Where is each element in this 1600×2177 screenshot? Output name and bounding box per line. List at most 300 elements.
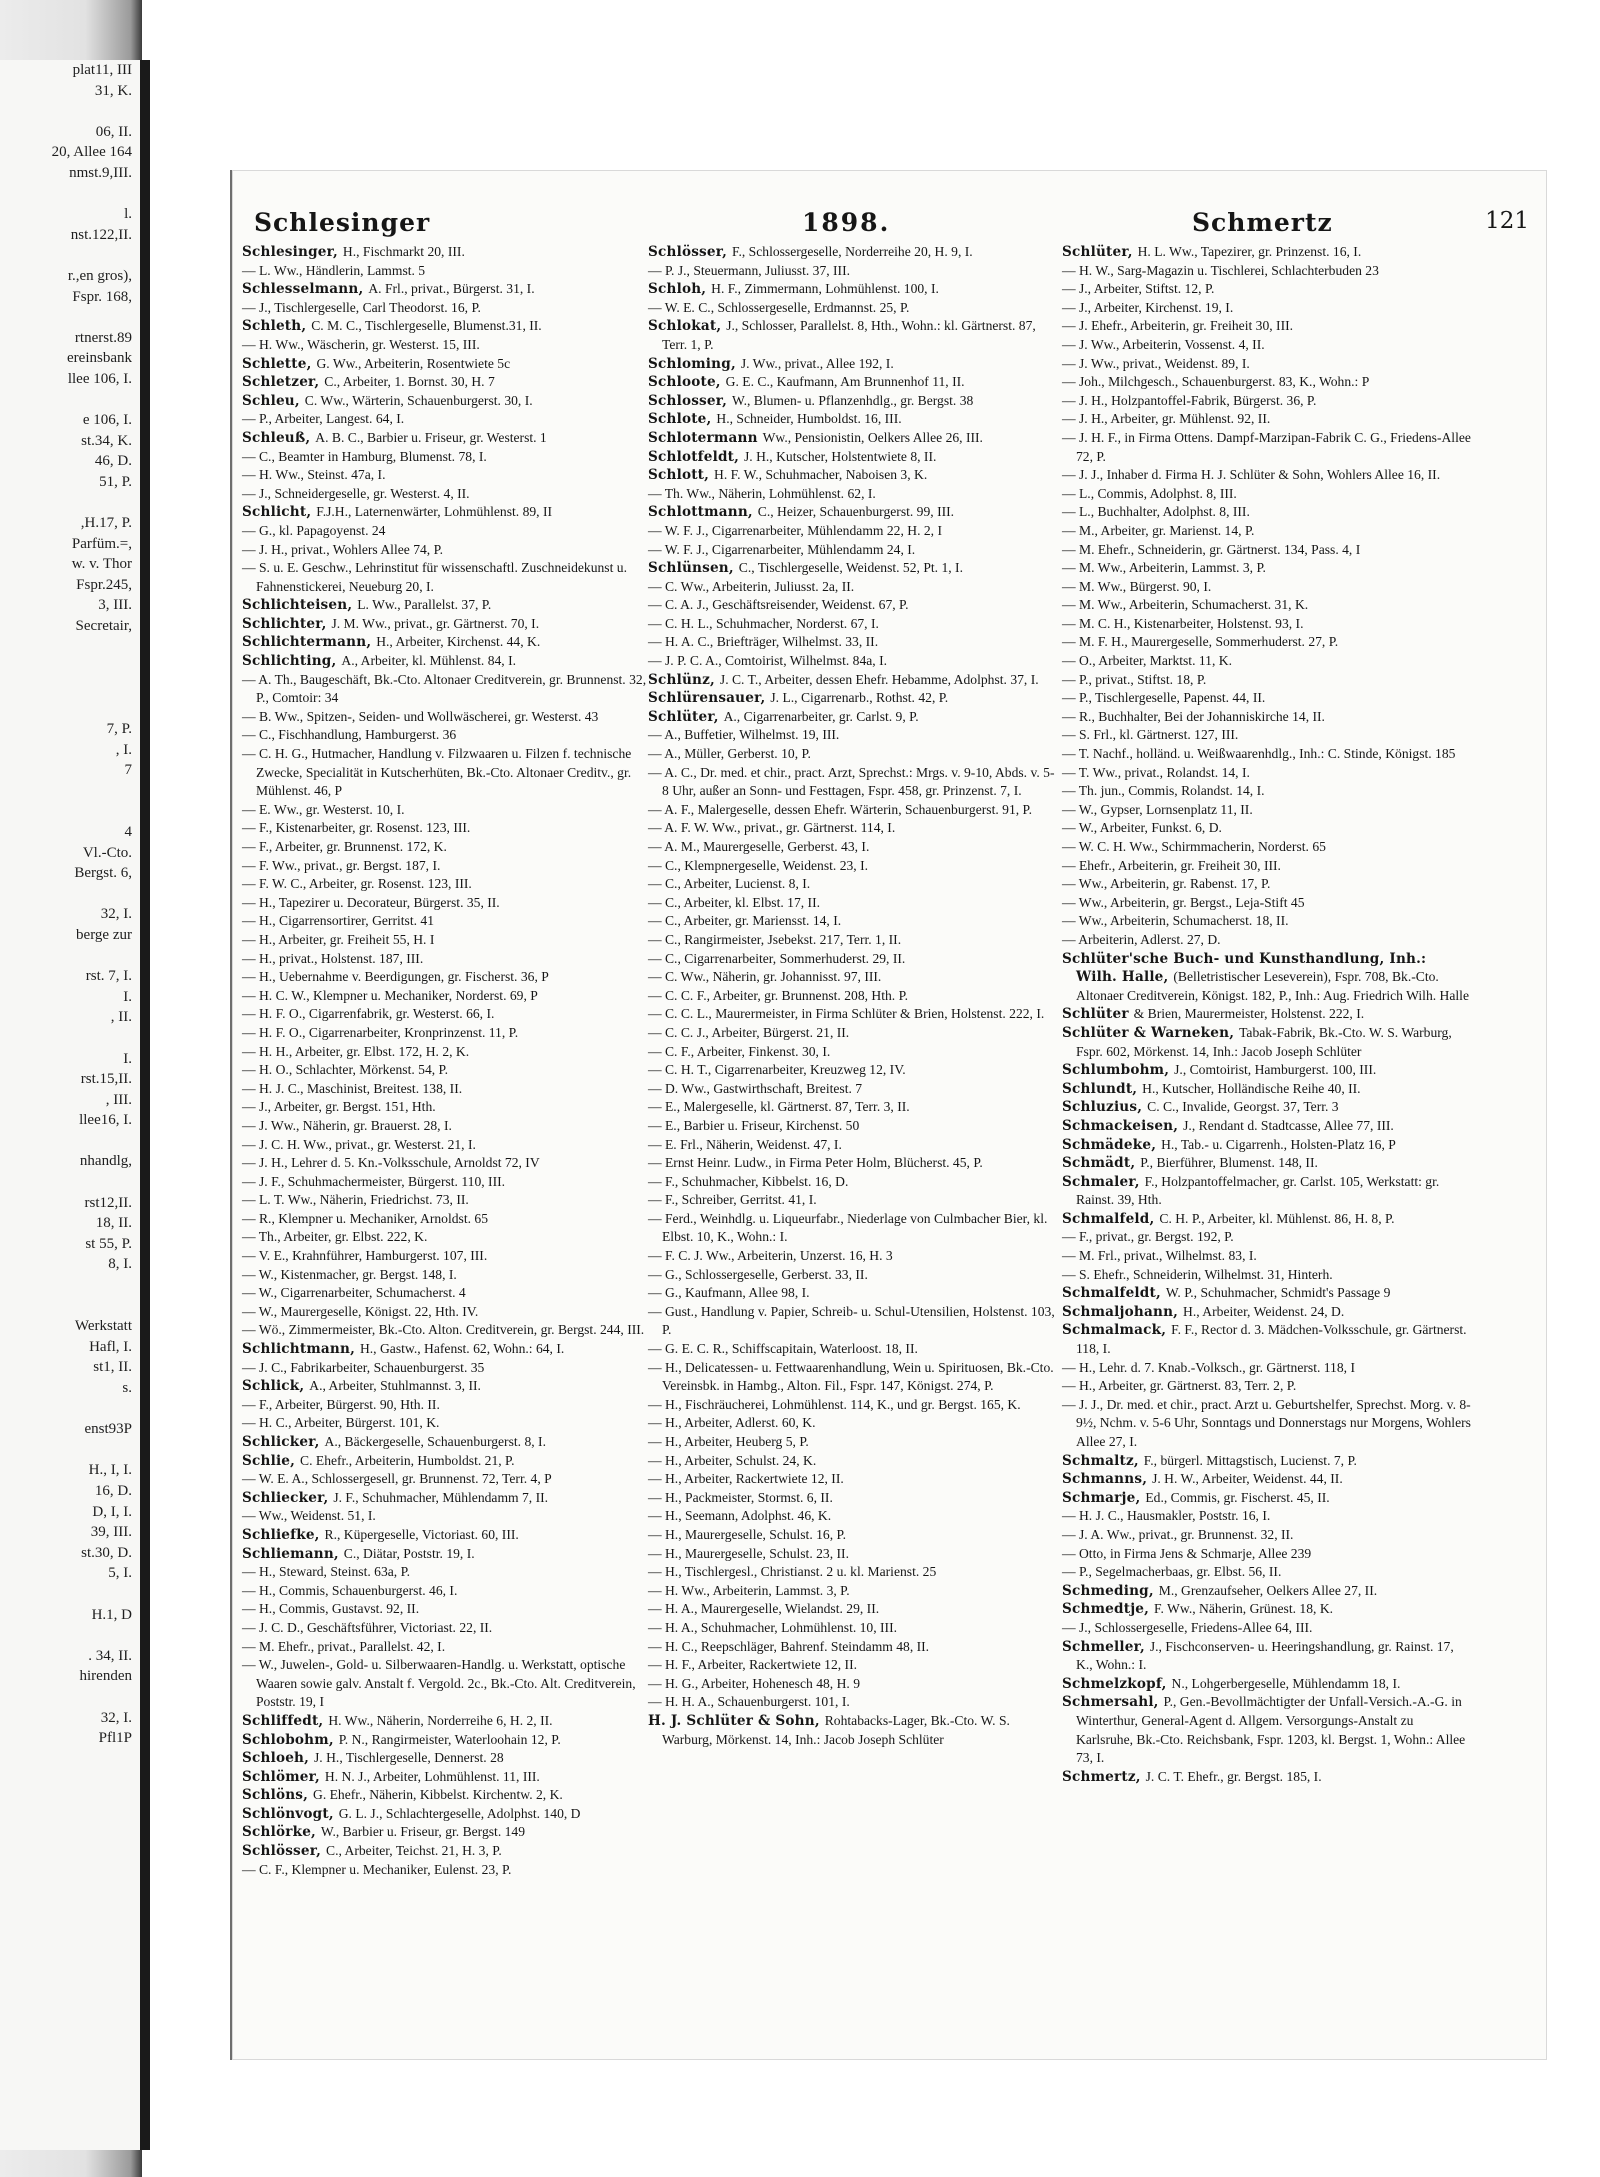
entry-details: J. Ww., privat., Allee 192, I. bbox=[740, 355, 894, 371]
directory-entry bbox=[1062, 782, 1472, 801]
directory-entry bbox=[1062, 931, 1472, 950]
directory-entry bbox=[1062, 1284, 1472, 1303]
entry-details: — Joh., Milchgesch., Schauenburgerst. 83, K., Wohn.: P bbox=[1062, 374, 1370, 390]
directory-entry bbox=[1062, 392, 1472, 411]
entry-surname: Schmaltz, bbox=[1062, 1452, 1144, 1469]
entry-details: — F. W. C., Arbeiter, gr. Rosenst. 123, III. bbox=[242, 876, 472, 892]
entry-details: M., Grenzaufseher, Oelkers Allee 27, II. bbox=[1158, 1582, 1378, 1598]
directory-entry bbox=[242, 317, 662, 336]
directory-entry bbox=[648, 1396, 1060, 1415]
entry-details: — Arbeiterin, Adlerst. 27, D. bbox=[1062, 931, 1221, 947]
entry-surname: Schmedtje, bbox=[1062, 1601, 1155, 1618]
column-2 bbox=[648, 243, 1060, 1749]
directory-entry bbox=[648, 1414, 1060, 1433]
directory-entry bbox=[1062, 522, 1472, 541]
previous-page-fragment: , I. bbox=[115, 741, 132, 758]
previous-page-fragment: plat11, III bbox=[72, 62, 132, 78]
entry-details: C. M. C., Tischlergeselle, Blumenst.31, II. bbox=[311, 318, 542, 334]
directory-entry bbox=[1062, 1675, 1472, 1694]
directory-entry bbox=[1062, 1173, 1472, 1210]
entry-details: H., Gastw., Hafenst. 62, Wohn.: 64, I. bbox=[359, 1341, 565, 1357]
entry-details: — W., Maurergeselle, Königst. 22, Hth. IV. bbox=[242, 1303, 479, 1319]
entry-surname: Schlottmann, bbox=[648, 504, 758, 521]
directory-entry bbox=[242, 392, 662, 411]
entry-details: — F. Ww., privat., gr. Bergst. 187, I. bbox=[242, 857, 441, 873]
entry-details: (Belletristischer Leseverein), Fspr. 708, Bk.-Cto. Altonaer Creditverein, Königst. 182, P., Inh.: Aug. Friedrich Wilh. Halle bbox=[1076, 969, 1469, 1003]
entry-details: — J. C. H. Ww., privat., gr. Westerst. 21, I. bbox=[242, 1136, 476, 1152]
directory-entry bbox=[1062, 578, 1472, 597]
directory-entry bbox=[648, 745, 1060, 764]
entry-details: Tabak-Fabrik, Bk.-Cto. W. S. Warburg, Fspr. 602, Mörkenst. 14, Inh.: Jacob Joseph Schlüter bbox=[1076, 1024, 1452, 1059]
entry-details: W. P., Schuhmacher, Schmidt's Passage 9 bbox=[1165, 1285, 1391, 1301]
entry-details: C., Tischlergeselle, Weidenst. 52, Pt. 1, I. bbox=[738, 560, 963, 576]
directory-entry bbox=[1062, 1619, 1472, 1638]
entry-surname: Schmanns, bbox=[1062, 1471, 1153, 1488]
previous-page-fragment bbox=[0, 1399, 140, 1420]
entry-details: — H. Ww., Wäscherin, gr. Westerst. 15, III. bbox=[242, 336, 480, 352]
directory-entry bbox=[242, 336, 662, 355]
entry-details: A., Arbeiter, Stuhlmannst. 3, II. bbox=[309, 1378, 481, 1394]
entry-surname: Schleth, bbox=[242, 318, 312, 335]
previous-page-fragment bbox=[0, 1131, 140, 1152]
directory-entry bbox=[648, 1489, 1060, 1508]
directory-entry bbox=[242, 1656, 662, 1712]
directory-entry bbox=[1062, 559, 1472, 578]
entry-surname: Schmaljohann, bbox=[1062, 1303, 1184, 1320]
entry-surname: Schmalfeld, bbox=[1062, 1210, 1160, 1227]
entry-details: — L., Commis, Adolphst. 8, III. bbox=[1062, 485, 1237, 501]
entry-details: — T. Nachf., holländ. u. Weißwaarenhdlg., Inh.: C. Stinde, Königst. 185 bbox=[1062, 746, 1456, 762]
entry-details: — Ww., Arbeiterin, gr. Rabenst. 17, P. bbox=[1062, 876, 1271, 892]
previous-page-fragment: 20, Allee 164 bbox=[51, 144, 132, 161]
entry-details: — J., Schneidergeselle, gr. Westerst. 4, II. bbox=[242, 485, 470, 501]
directory-entry bbox=[1062, 1247, 1472, 1266]
previous-page-fragment bbox=[0, 1440, 140, 1461]
entry-details: C., Arbeiter, 1. Bornst. 30, H. 7 bbox=[324, 374, 495, 390]
entry-surname: Schlüter & Warneken, bbox=[1062, 1024, 1240, 1041]
directory-entry bbox=[648, 522, 1060, 541]
entry-details: — P., Tischlergeselle, Papenst. 44, II. bbox=[1062, 690, 1266, 706]
directory-entry bbox=[648, 429, 1060, 448]
entry-details: — P., Arbeiter, Langest. 64, I. bbox=[242, 411, 405, 427]
entry-surname: Schlüter bbox=[1062, 1006, 1134, 1023]
directory-entry bbox=[648, 1712, 1060, 1749]
directory-entry bbox=[648, 1433, 1060, 1452]
directory-entry bbox=[1062, 1396, 1472, 1452]
entry-surname: Schlünsen, bbox=[648, 560, 739, 577]
directory-entry bbox=[242, 1489, 662, 1508]
directory-entry bbox=[1062, 503, 1472, 522]
directory-entry bbox=[1062, 243, 1472, 262]
entry-details: — H. F. O., Cigarrenarbeiter, Kronprinzenst. 11, P. bbox=[242, 1024, 519, 1040]
directory-entry bbox=[242, 671, 662, 708]
entry-details: — H., Tapezirer u. Decorateur, Bürgerst. 35, II. bbox=[242, 894, 500, 910]
entry-details: — Wö., Zimmermeister, Bk.-Cto. Alton. Creditverein, gr. Bergst. 244, III. bbox=[242, 1322, 645, 1338]
entry-details: A., Cigarrenarbeiter, gr. Carlst. 9, P. bbox=[723, 708, 919, 724]
entry-surname: Schlörke, bbox=[242, 1824, 321, 1841]
directory-entry bbox=[648, 819, 1060, 838]
directory-entry bbox=[242, 1266, 662, 1285]
entry-details: A. B. C., Barbier u. Friseur, gr. Westerst. 1 bbox=[315, 429, 547, 445]
directory-entry bbox=[1062, 1693, 1472, 1767]
entry-details: — M. Ehefr., Schneiderin, gr. Gärtnerst. 134, Pass. 4, I bbox=[1062, 541, 1361, 557]
previous-page-fragment: rst. 7, I. bbox=[85, 968, 132, 985]
directory-entry bbox=[1062, 410, 1472, 429]
directory-entry bbox=[648, 1210, 1060, 1247]
entry-surname: Schlotermann bbox=[648, 429, 763, 446]
entry-details: H., Arbeiter, Kirchenst. 44, K. bbox=[376, 634, 541, 650]
directory-entry bbox=[242, 1098, 662, 1117]
directory-entry bbox=[242, 541, 662, 560]
directory-entry bbox=[242, 1823, 662, 1842]
entry-details: — J. F., Schuhmachermeister, Bürgerst. 110, III. bbox=[242, 1173, 506, 1189]
entry-details: — H., Arbeiter, Heuberg 5, P. bbox=[648, 1434, 809, 1449]
directory-entry bbox=[242, 596, 662, 615]
directory-entry bbox=[648, 1284, 1060, 1303]
entry-surname: Schluzius, bbox=[1062, 1099, 1148, 1116]
entry-details: — B. Ww., Spitzen-, Seiden- und Wollwäscherei, gr. Westerst. 43 bbox=[242, 708, 599, 724]
directory-entry bbox=[242, 262, 662, 281]
previous-page-fragment: 32, I. bbox=[100, 1709, 132, 1726]
entry-surname: Schloote, bbox=[648, 374, 726, 391]
directory-entry bbox=[1062, 1303, 1472, 1322]
previous-page-fragment bbox=[0, 678, 140, 699]
directory-entry bbox=[648, 1619, 1060, 1638]
entry-details: — C., Arbeiter, kl. Elbst. 17, II. bbox=[648, 894, 820, 910]
directory-entry bbox=[242, 1024, 662, 1043]
previous-page-fragment: st.34, K. bbox=[81, 432, 132, 449]
previous-page-fragment: 3, III. bbox=[98, 597, 132, 614]
directory-entry bbox=[648, 243, 1060, 262]
directory-entry bbox=[648, 1247, 1060, 1266]
entry-surname: Schmelzkopf, bbox=[1062, 1675, 1172, 1692]
directory-entry bbox=[648, 1061, 1060, 1080]
directory-entry bbox=[242, 1731, 662, 1750]
directory-page bbox=[230, 170, 1547, 2060]
directory-entry bbox=[242, 819, 662, 838]
entry-surname: Schmädt, bbox=[1062, 1155, 1141, 1172]
directory-entry bbox=[1062, 1470, 1472, 1489]
directory-entry bbox=[1062, 745, 1472, 764]
entry-details: — Ww., Arbeiterin, gr. Bergst., Leja-Stift 45 bbox=[1062, 894, 1305, 910]
entry-surname: Schloming, bbox=[648, 355, 741, 372]
directory-entry bbox=[1062, 838, 1472, 857]
directory-entry bbox=[1062, 1563, 1472, 1582]
directory-entry bbox=[648, 1117, 1060, 1136]
entry-details: — W., Cigarrenarbeiter, Schumacherst. 4 bbox=[242, 1285, 466, 1301]
previous-page-fragment: st1, II. bbox=[93, 1359, 132, 1376]
directory-entry bbox=[648, 633, 1060, 652]
entry-details: — Otto, in Firma Jens & Schmarje, Allee 239 bbox=[1062, 1545, 1312, 1561]
entry-details: — T. Ww., privat., Rolandst. 14, I. bbox=[1062, 764, 1250, 780]
directory-entry bbox=[1062, 857, 1472, 876]
entry-surname: Schloeh, bbox=[242, 1750, 315, 1767]
previous-page-fragment: st 55, P. bbox=[85, 1235, 132, 1252]
entry-details: — C., Arbeiter, Lucienst. 8, I. bbox=[648, 876, 811, 892]
previous-page-fragment: Pfl1P bbox=[98, 1730, 132, 1747]
entry-details: — C. H. L., Schuhmacher, Norderst. 67, I. bbox=[648, 615, 879, 631]
entry-details: Rohtabacks-Lager, Bk.-Cto. W. S. Warburg, Mörkenst. 14, Inh.: Jacob Joseph Schlüter bbox=[662, 1712, 1010, 1747]
previous-page-fragment: , II. bbox=[110, 1009, 132, 1026]
directory-entry bbox=[1062, 596, 1472, 615]
directory-entry bbox=[242, 652, 662, 671]
directory-entry bbox=[648, 1452, 1060, 1471]
entry-details: — E. Ww., gr. Westerst. 10, I. bbox=[242, 801, 405, 817]
directory-entry bbox=[1062, 726, 1472, 745]
directory-entry bbox=[242, 950, 662, 969]
directory-entry bbox=[242, 355, 662, 374]
entry-details: J. C. T. Ehefr., gr. Bergst. 185, I. bbox=[1145, 1768, 1322, 1784]
entry-details: — F., Schuhmacher, Kibbelst. 16, D. bbox=[648, 1173, 849, 1189]
directory-entry bbox=[648, 987, 1060, 1006]
entry-surname: Schlosser, bbox=[648, 392, 733, 409]
entry-details: — H. H., Arbeiter, gr. Elbst. 172, H. 2, K. bbox=[242, 1043, 470, 1059]
directory-entry bbox=[1062, 1768, 1472, 1787]
entry-details: P., Gen.-Bevollmächtigter der Unfall-Versich.-A.-G. in Winterthur, General-Agent d. Allgem. Versorgungs-Anstalt zu Karlsruhe, Bk.-Cto. Reichsbank, Fspr. 1203, kl. Bergst. 1, Wohn.: Allee 73, I. bbox=[1076, 1694, 1466, 1766]
directory-entry bbox=[648, 1340, 1060, 1359]
entry-surname: Schlette, bbox=[242, 355, 317, 372]
entry-details: — C. H. T., Cigarrenarbeiter, Kreuzweg 12, IV. bbox=[648, 1062, 906, 1078]
directory-entry bbox=[242, 1340, 662, 1359]
previous-page-fragment: 8, I. bbox=[108, 1256, 132, 1273]
entry-details: — J. Ww., Arbeiterin, Vossenst. 4, II. bbox=[1062, 336, 1265, 352]
entry-surname: Schlüter, bbox=[648, 708, 724, 725]
directory-entry bbox=[648, 912, 1060, 931]
header-year: 1898. bbox=[802, 208, 891, 237]
entry-details: — W. C. H. Ww., Schirmmacherin, Norderst. 65 bbox=[1062, 839, 1326, 854]
previous-page-fragment: r.,en gros), bbox=[67, 267, 132, 284]
directory-entry bbox=[1062, 373, 1472, 392]
entry-details: — Gust., Handlung v. Papier, Schreib- u. Schul-Utensilien, Holstenst. 103, P. bbox=[648, 1303, 1055, 1338]
entry-surname: Schlünz, bbox=[648, 671, 720, 688]
entry-details: — C., Cigarrenarbeiter, Sommerhuderst. 29, II. bbox=[648, 950, 906, 966]
directory-entry bbox=[242, 1545, 662, 1564]
entry-details: F.J.H., Laternenwärter, Lohmühlenst. 89, II bbox=[316, 504, 553, 520]
directory-entry bbox=[648, 448, 1060, 467]
directory-entry bbox=[648, 559, 1060, 578]
entry-surname: Schleuß, bbox=[242, 429, 316, 446]
previous-page-fragment: 39, III. bbox=[90, 1524, 132, 1541]
directory-entry bbox=[242, 1470, 662, 1489]
entry-details: — C., Beamter in Hamburg, Blumenst. 78, I. bbox=[242, 448, 487, 464]
entry-surname: Schlichtmann, bbox=[242, 1341, 360, 1358]
entry-details: G. Ehefr., Näherin, Kibbelst. Kirchentw. 2, K. bbox=[313, 1787, 563, 1803]
entry-details: — J. J., Dr. med. et chir., pract. Arzt u. Geburtshelfer, Sprechst. Morg. v. 8-9½, Nchm. v. 5-6 Uhr, Sonntags und Donnerstags nur Morgens, Wohlers Allee 27, I. bbox=[1062, 1396, 1471, 1449]
previous-page-fragment: ,H.17, P. bbox=[80, 515, 132, 532]
entry-surname: Schmaler, bbox=[1062, 1173, 1145, 1190]
directory-entry bbox=[242, 1321, 662, 1340]
previous-page-fragment: 7 bbox=[124, 762, 132, 779]
entry-details: — H., Packmeister, Stormst. 6, II. bbox=[648, 1489, 833, 1505]
entry-details: G. E. C., Kaufmann, Am Brunnenhof 11, II. bbox=[725, 374, 965, 390]
entry-details: — J. Ww., privat., Weidenst. 89, I. bbox=[1062, 355, 1250, 371]
directory-entry bbox=[648, 1005, 1060, 1024]
entry-surname: Schlüter, bbox=[1062, 244, 1138, 260]
entry-details: — H. J. C., Hausmakler, Poststr. 16, I. bbox=[1062, 1508, 1271, 1524]
previous-page-fragment: . 34, II. bbox=[88, 1647, 132, 1664]
previous-page-fragment: H., I, I. bbox=[88, 1462, 132, 1479]
directory-entry bbox=[1062, 317, 1472, 336]
entry-details: F., bürgerl. Mittagstisch, Lucienst. 7, P. bbox=[1143, 1452, 1357, 1468]
directory-entry bbox=[242, 1228, 662, 1247]
directory-entry bbox=[1062, 541, 1472, 560]
previous-page-fragment bbox=[0, 184, 140, 205]
entry-details: — H. O., Schlachter, Mörkenst. 54, P. bbox=[242, 1062, 448, 1078]
previous-page-fragment: 16, D. bbox=[94, 1482, 132, 1499]
entry-surname: Schmädeke, bbox=[1062, 1136, 1162, 1153]
directory-entry bbox=[242, 522, 662, 541]
entry-details: — J. C. D., Geschäftsführer, Victoriast. 22, II. bbox=[242, 1619, 493, 1635]
entry-details: R., Küpergeselle, Victoriast. 60, III. bbox=[324, 1526, 519, 1542]
previous-page-fragment: rtnerst.89 bbox=[74, 329, 132, 346]
previous-page-fragment: e 106, I. bbox=[82, 412, 132, 429]
previous-page-fragment: Bergst. 6, bbox=[74, 865, 132, 882]
directory-entry bbox=[242, 875, 662, 894]
entry-details: C. C., Invalide, Georgst. 37, Terr. 3 bbox=[1147, 1099, 1339, 1115]
directory-entry bbox=[1062, 671, 1472, 690]
entry-details: — J. J., Inhaber d. Firma H. J. Schlüter & Sohn, Wohlers Allee 16, II. bbox=[1062, 467, 1441, 483]
directory-entry bbox=[648, 1675, 1060, 1694]
entry-details: — A. C., Dr. med. et chir., pract. Arzt, Sprechst.: Mrgs. v. 9-10, Abds. v. 5-8 Uhr, außer an Sonn- und Festtagen, Fspr. 458, gr. Prinzenst. 7, I. bbox=[648, 764, 1055, 799]
directory-entry bbox=[1062, 708, 1472, 727]
entry-details: — P. J., Steuermann, Juliusst. 37, III. bbox=[648, 262, 851, 278]
entry-details: — H., Lehr. d. 7. Knab.-Volksch., gr. Gärtnerst. 118, I bbox=[1062, 1359, 1355, 1375]
entry-details: — S. Ehefr., Schneiderin, Wilhelmst. 31, Hinterh. bbox=[1062, 1266, 1333, 1282]
directory-entry bbox=[648, 1582, 1060, 1601]
previous-page-fragment: l. bbox=[124, 206, 132, 223]
directory-entry bbox=[242, 1433, 662, 1452]
entry-details: J., Rendant d. Stadtcasse, Allee 77, III. bbox=[1183, 1117, 1394, 1133]
previous-page-fragment bbox=[0, 1625, 140, 1646]
entry-surname: Schlöns, bbox=[242, 1787, 314, 1804]
directory-entry bbox=[648, 485, 1060, 504]
entry-details: — S. u. E. Geschw., Lehrinstitut für wissenschaftl. Zuschneidekunst u. Fahnenstickerei, Neueburg 20, I. bbox=[242, 560, 627, 594]
directory-entry bbox=[648, 1080, 1060, 1099]
entry-surname: Schlotfeldt, bbox=[648, 448, 744, 465]
directory-entry bbox=[648, 950, 1060, 969]
directory-entry bbox=[648, 317, 1060, 354]
entry-details: — J. H. F., in Firma Ottens. Dampf-Marzipan-Fabrik C. G., Friedens-Allee 72, P. bbox=[1062, 429, 1471, 464]
entry-details: — Th. Ww., Näherin, Lohmühlenst. 62, I. bbox=[648, 485, 876, 501]
directory-entry bbox=[648, 1098, 1060, 1117]
directory-entry bbox=[1062, 1600, 1472, 1619]
directory-entry bbox=[1062, 1359, 1472, 1378]
directory-entry bbox=[648, 652, 1060, 671]
entry-details: H., Schneider, Humboldst. 16, III. bbox=[716, 411, 902, 427]
entry-surname: Schmersahl, bbox=[1062, 1694, 1164, 1711]
directory-entry bbox=[1062, 633, 1472, 652]
entry-details: — H., privat., Holstenst. 187, III. bbox=[242, 950, 424, 966]
entry-details: N., Lohgerbergeselle, Mühlendamm 18, I. bbox=[1171, 1675, 1401, 1691]
directory-entry bbox=[1062, 280, 1472, 299]
directory-entry bbox=[1062, 1377, 1472, 1396]
directory-entry bbox=[648, 1470, 1060, 1489]
entry-surname: Schlick, bbox=[242, 1378, 310, 1395]
entry-details: — J., Arbeiter, Kirchenst. 19, I. bbox=[1062, 299, 1234, 315]
directory-entry bbox=[1062, 1154, 1472, 1173]
directory-entry bbox=[242, 243, 662, 262]
entry-details: — H. A. C., Briefträger, Wilhelmst. 33, II. bbox=[648, 634, 879, 650]
previous-page-fragment: 18, II. bbox=[95, 1215, 132, 1232]
entry-details: — C. C. J., Arbeiter, Bürgerst. 21, II. bbox=[648, 1024, 850, 1040]
entry-details: H., Tab.- u. Cigarrenh., Holsten-Platz 16, P bbox=[1161, 1136, 1396, 1152]
entry-details: H. F., Zimmermann, Lohmühlenst. 100, I. bbox=[711, 281, 939, 297]
directory-entry bbox=[1062, 1507, 1472, 1526]
directory-entry bbox=[1062, 1489, 1472, 1508]
entry-details: — H. A., Maurergeselle, Wielandst. 29, II. bbox=[648, 1601, 880, 1617]
previous-page-fragment bbox=[0, 101, 140, 122]
directory-entry bbox=[242, 1117, 662, 1136]
entry-details: — H., Arbeiter, Schulst. 24, K. bbox=[648, 1452, 817, 1468]
entry-details: — O., Arbeiter, Marktst. 11, K. bbox=[1062, 653, 1232, 669]
directory-entry bbox=[648, 373, 1060, 392]
entry-details: — W. F. J., Cigarrenarbeiter, Mühlendamm 22, H. 2, I bbox=[648, 522, 942, 538]
directory-entry bbox=[1062, 1526, 1472, 1545]
entry-details: — H., Tischlergesl., Christianst. 2 u. kl. Marienst. 25 bbox=[648, 1564, 937, 1580]
entry-details: — Ernst Heinr. Ludw., in Firma Peter Holm, Blücherst. 45, P. bbox=[648, 1155, 983, 1171]
directory-entry bbox=[648, 671, 1060, 690]
entry-details: — P., privat., Stiftst. 18, P. bbox=[1062, 671, 1207, 687]
previous-page-fragment bbox=[0, 1028, 140, 1049]
previous-page-fragment: 51, P. bbox=[99, 473, 132, 490]
entry-details: — H., Arbeiter, Rackertwiete 12, II. bbox=[648, 1471, 844, 1487]
previous-page-fragment: llee 106, I. bbox=[67, 370, 132, 387]
entry-surname: Schlüter'sche Buch- und Kunsthandlung, Inh.: Wilh. Halle, bbox=[1062, 950, 1427, 986]
directory-entry bbox=[242, 373, 662, 392]
entry-details: C. Ww., Wärterin, Schauenburgerst. 30, I. bbox=[304, 392, 533, 408]
entry-details: — H., Arbeiter, gr. Gärtnerst. 83, Terr. 2, P. bbox=[1062, 1378, 1297, 1394]
previous-page-fragment: st.30, D. bbox=[81, 1544, 132, 1561]
entry-details: — A., Müller, Gerberst. 10, P. bbox=[648, 746, 811, 762]
directory-entry bbox=[648, 968, 1060, 987]
directory-entry bbox=[1062, 894, 1472, 913]
previous-page-fragment bbox=[0, 1275, 140, 1296]
directory-entry bbox=[648, 1303, 1060, 1340]
directory-entry bbox=[648, 578, 1060, 597]
entry-surname: Schlesinger, bbox=[242, 244, 343, 260]
directory-entry bbox=[1062, 819, 1472, 838]
entry-details: — J. Ehefr., Arbeiterin, gr. Freiheit 30, III. bbox=[1062, 318, 1294, 334]
entry-details: — F., Arbeiter, Bürgerst. 90, Hth. II. bbox=[242, 1396, 440, 1412]
previous-page-fragment: llee16, I. bbox=[79, 1112, 132, 1129]
entry-details: — H. F. O., Cigarrenfabrik, gr. Westerst. 66, I. bbox=[242, 1006, 495, 1022]
entry-details: — J., Tischlergeselle, Carl Theodorst. 16, P. bbox=[242, 299, 481, 315]
entry-details: — L. Ww., Händlerin, Lammst. 5 bbox=[242, 262, 426, 278]
entry-details: A., Arbeiter, kl. Mühlenst. 84, I. bbox=[341, 653, 517, 669]
entry-details: Ed., Commis, gr. Fischerst. 45, II. bbox=[1145, 1489, 1330, 1505]
entry-details: — W. E. A., Schlossergesell, gr. Brunnenst. 72, Terr. 4, P bbox=[242, 1471, 552, 1487]
directory-entry bbox=[242, 968, 662, 987]
directory-entry bbox=[1062, 875, 1472, 894]
previous-page-fragment: 4 bbox=[124, 823, 132, 840]
directory-entry bbox=[648, 1638, 1060, 1657]
entry-details: H. L. Ww., Tapezirer, gr. Prinzenst. 16, I. bbox=[1137, 244, 1362, 259]
entry-surname: Schlie, bbox=[242, 1452, 301, 1469]
directory-entry bbox=[242, 1805, 662, 1824]
directory-entry bbox=[242, 429, 662, 448]
directory-entry bbox=[242, 1396, 662, 1415]
entry-details: C. Ehefr., Arbeiterin, Humboldst. 21, P. bbox=[300, 1452, 515, 1468]
entry-details: — P., Segelmacherbaas, gr. Elbst. 56, II. bbox=[1062, 1564, 1282, 1580]
entry-details: C. H. P., Arbeiter, kl. Mühlenst. 86, H. 8, P. bbox=[1159, 1210, 1395, 1226]
directory-entry bbox=[242, 485, 662, 504]
entry-details: — A. F. W. Ww., privat., gr. Gärtnerst. 114, I. bbox=[648, 820, 896, 836]
entry-details: Ww., Pensionistin, Oelkers Allee 26, III. bbox=[762, 429, 983, 445]
entry-details: F. Ww., Näherin, Grünest. 18, K. bbox=[1154, 1601, 1334, 1617]
directory-entry bbox=[648, 1526, 1060, 1545]
entry-details: — E., Malergeselle, kl. Gärtnerst. 87, Terr. 3, II. bbox=[648, 1099, 910, 1115]
directory-entry bbox=[242, 987, 662, 1006]
